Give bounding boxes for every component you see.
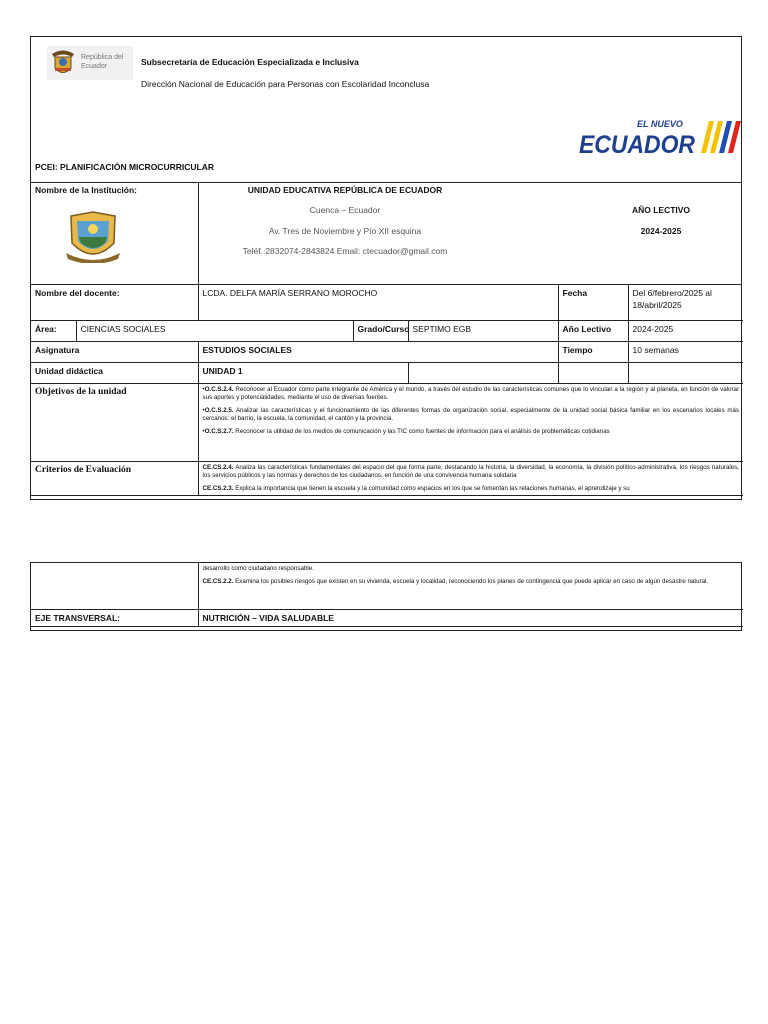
criterios-continued-empty-cell xyxy=(31,563,198,609)
unidad-row xyxy=(31,362,743,383)
institution-name: UNIDAD EDUCATIVA REPÚBLICA DE ECUADOR xyxy=(247,185,443,195)
pcei-title: PCEI: PLANIFICACIÓN MICROCURRICULAR xyxy=(35,162,214,172)
direccion-nacional-title: Dirección Nacional de Educación para Personas con Escolaridad Inconclusa xyxy=(141,79,430,89)
objetivo-item: •O.C.S.2.4. Reconocer al Ecuador como parte integrante de América y el mundo, a través del estudio de las características comunes que lo vinculan a la región y al planeta, en función de valorar sus aportes y potencialidades, mediante el uso de diversas fuentes. xyxy=(202,385,740,402)
criterios-content xyxy=(198,461,743,496)
institution-city: Cuenca – Ecuador xyxy=(309,205,381,215)
institution-block xyxy=(31,183,741,285)
criterio-continuation: desarrollo como ciudadano responsable. xyxy=(202,565,314,572)
institution-label: Nombre de la Institución: xyxy=(35,185,138,195)
criterio-item: CE.CS.2.4. Analiza las características fundamentales del espacio del que forma parte, destacando la historia, la diversidad, la economía, la división político-administrativa, los riesgos naturales, los servicios públicos y las normas y derechos de los ciudadanos, en función de una convivencia humana solidaria xyxy=(202,463,740,480)
fecha-label: Fecha xyxy=(558,285,628,320)
planning-table-continued xyxy=(31,563,743,627)
asignatura-value: ESTUDIOS SOCIALES xyxy=(198,341,558,362)
criterio-item: CE.CS.2.3. Explica la importancia que tienen la escuela y la comunidad como espacios en los que se fomentan las relaciones humanas, el aprendizaje y su xyxy=(202,484,630,492)
docente-label: Nombre del docente: xyxy=(31,285,198,320)
eje-transversal-row xyxy=(31,609,743,626)
area-value: CIENCIAS SOCIALES xyxy=(76,320,353,341)
docente-value: LCDA. DELFA MARÍA SERRANO MOROCHO xyxy=(198,285,558,320)
republica-logo-text: República del Ecuador xyxy=(81,54,124,70)
planning-sheet-page-1 xyxy=(30,36,742,500)
criterios-label: Criterios de Evaluación xyxy=(31,461,198,496)
area-row xyxy=(31,320,743,341)
criterios-continued-row xyxy=(31,563,743,609)
anio-lectivo-heading-value: 2024-2025 xyxy=(640,226,682,236)
objetivos-content xyxy=(198,383,743,461)
grado-label: Grado/Curso xyxy=(353,320,408,341)
docente-row xyxy=(31,285,743,320)
eje-transversal-value: NUTRICIÓN – VIDA SALUDABLE xyxy=(198,609,743,626)
coat-of-arms-icon xyxy=(50,48,76,78)
tiempo-value: 10 semanas xyxy=(628,341,743,362)
asignatura-row xyxy=(31,341,743,362)
republica-del-ecuador-logo xyxy=(47,46,133,80)
anio-lectivo-value: 2024-2025 xyxy=(628,320,743,341)
logo-main-text: ECUADOR xyxy=(579,131,695,159)
el-nuevo-ecuador-logo xyxy=(577,113,741,159)
grado-value: SEPTIMO EGB xyxy=(408,320,558,341)
objetivos-row xyxy=(31,383,743,461)
institution-address: Av. Tres de Noviembre y Pío XII esquina xyxy=(268,226,422,236)
unidad-empty-cell xyxy=(628,362,743,383)
eje-transversal-label: EJE TRANSVERSAL: xyxy=(31,609,198,626)
asignatura-label: Asignatura xyxy=(31,341,198,362)
document-header xyxy=(31,37,741,183)
tiempo-label: Tiempo xyxy=(558,341,628,362)
unidad-value: UNIDAD 1 xyxy=(198,362,408,383)
anio-lectivo-label: Año Lectivo xyxy=(558,320,628,341)
criterios-row xyxy=(31,461,743,496)
objetivo-item: •O.C.S.2.5. Analizar las características y el funcionamiento de las diferentes formas de organización social, especialmente de la unidad social básica familiar en los escenarios locales más cercanos: el barrio, la escuela, la comunidad, el cantón y la provincia. xyxy=(202,406,740,423)
unidad-empty-cell xyxy=(408,362,558,383)
institution-contact: Teléf. 2832074-2843824 Email: ctecuador@gmail.com xyxy=(242,246,448,256)
criterio-item: CE.CS.2.2. Examina los posibles riesgos que existen en su vivienda, escuela y localidad, reconociendo los planes de contingencia que puede aplicar en caso de algún desastre natural. xyxy=(202,577,709,585)
objetivo-item: •O.C.S.2.7. Reconocer la utilidad de los medios de comunicación y las TIC como fuentes de información para el análisis de problemáticas cotidianas xyxy=(202,427,610,435)
planning-sheet-page-2 xyxy=(30,562,742,631)
anio-lectivo-heading: AÑO LECTIVO xyxy=(631,205,691,215)
criterios-continued-content xyxy=(198,563,743,609)
institution-crest-icon xyxy=(65,211,121,263)
area-label: Área: xyxy=(31,320,76,341)
unidad-label: Unidad didáctica xyxy=(31,362,198,383)
logo-top-text: EL NUEVO xyxy=(637,119,683,129)
fecha-value: Del 6/febrero/2025 al 18/abril/2025 xyxy=(628,285,743,320)
objetivos-label: Objetivos de la unidad xyxy=(31,383,198,461)
unidad-empty-cell xyxy=(558,362,628,383)
subsecretaria-title: Subsecretaría de Educación Especializada e Inclusiva xyxy=(141,57,359,67)
planning-table xyxy=(31,285,743,496)
